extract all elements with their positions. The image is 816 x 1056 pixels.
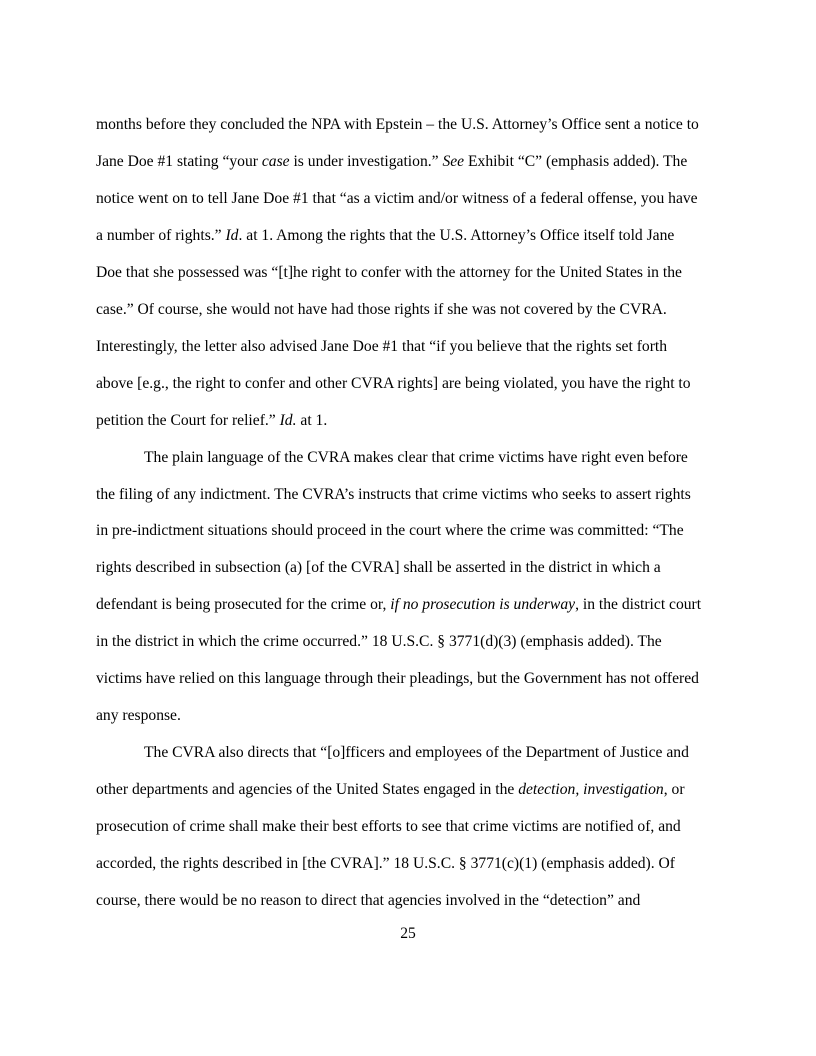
emphasized-text: Id [225, 227, 239, 244]
text-line [96, 338, 667, 356]
text-line [144, 744, 689, 762]
text-line [96, 855, 675, 873]
text-line [96, 633, 662, 651]
emphasized-text: Id. [279, 412, 297, 429]
text-segment: The CVRA also directs that “[o]fficers and employees of the Department of Justice and [144, 744, 689, 761]
text-line [96, 892, 640, 910]
text-segment: months before they concluded the NPA with Epstein – the U.S. Attorney’s Office sent a notice to [96, 116, 699, 133]
text-segment: the filing of any indictment. The CVRA’s instructs that crime victims who seeks to assert rights [96, 486, 691, 503]
text-segment: defendant is being prosecuted for the crime or, [96, 596, 391, 613]
text-line [96, 227, 674, 245]
text-line [96, 412, 327, 430]
text-segment: case.” Of course, she would not have had those rights if she was not covered by the CVRA. [96, 301, 667, 318]
text-line [96, 375, 691, 393]
text-segment: , or [663, 781, 685, 798]
text-segment: at 1. [296, 412, 328, 429]
text-segment: course, there would be no reason to direct that agencies involved in the “detection” and [96, 892, 641, 909]
text-segment: Exhibit “C” (emphasis added). The [464, 153, 688, 170]
text-line [96, 818, 681, 836]
text-segment: Interestingly, the letter also advised Jane Doe #1 that “if you believe that the rights set forth [96, 338, 668, 355]
text-segment: petition the Court for relief.” [96, 412, 280, 429]
text-line [144, 449, 688, 467]
text-segment: in pre-indictment situations should proceed in the court where the crime was committed: “The [96, 522, 684, 539]
text-segment: The plain language of the CVRA makes clear that crime victims have right even before [144, 449, 688, 466]
emphasized-text: See [442, 153, 465, 170]
page-number: 25 [400, 925, 416, 942]
text-segment: rights described in subsection (a) [of the CVRA] shall be asserted in the district in which a [96, 559, 661, 576]
text-segment: accorded, the rights described in [the CVRA].” 18 U.S.C. § 3771(c)(1) (emphasis added). Of [96, 855, 675, 872]
text-line [96, 190, 698, 208]
text-line [96, 707, 181, 725]
text-segment: prosecution of crime shall make their best efforts to see that crime victims are notified of, and [96, 818, 681, 835]
text-segment: Doe that she possessed was “[t]he right to confer with the attorney for the United States in the [96, 264, 682, 281]
text-segment: , in the district court [575, 596, 702, 613]
text-segment: other departments and agencies of the United States engaged in the [96, 781, 519, 798]
text-segment: any response. [96, 707, 181, 724]
emphasized-text: if no prosecution is underway [390, 596, 576, 613]
text-segment: Jane Doe #1 stating “your [96, 153, 262, 170]
text-segment: above [e.g., the right to confer and other CVRA rights] are being violated, you have the right to [96, 375, 691, 392]
text-line [96, 596, 701, 614]
text-line [96, 301, 667, 319]
text-line [96, 670, 699, 688]
text-line [96, 781, 685, 799]
text-segment: is under investigation.” [289, 153, 443, 170]
text-line [96, 559, 661, 577]
emphasized-text: detection, investigation [518, 781, 664, 798]
emphasized-text: case [261, 153, 290, 170]
text-segment: in the district in which the crime occurred.” 18 U.S.C. § 3771(d)(3) (emphasis added). The [96, 633, 662, 650]
text-segment: . at 1. Among the rights that the U.S. Attorney’s Office itself told Jane [238, 227, 675, 244]
text-segment: a number of rights.” [96, 227, 226, 244]
text-segment: victims have relied on this language through their pleadings, but the Government has not offered [96, 670, 699, 687]
text-segment: notice went on to tell Jane Doe #1 that “as a victim and/or witness of a federal offense, you have [96, 190, 698, 207]
text-line [96, 486, 691, 504]
text-line [96, 153, 687, 171]
text-line [96, 522, 684, 540]
text-line [96, 264, 682, 282]
text-line [96, 116, 699, 134]
